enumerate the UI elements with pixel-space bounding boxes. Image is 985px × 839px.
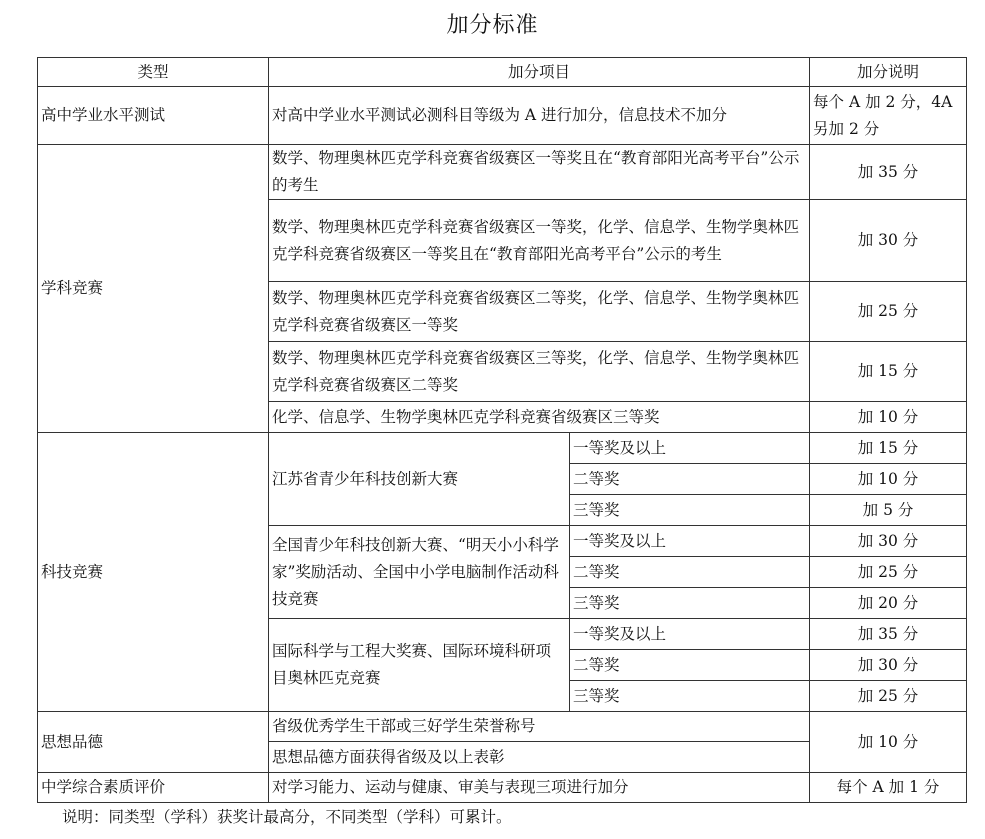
- desc-cell: 加 15 分: [810, 433, 967, 464]
- award-level: 二等奖: [570, 557, 810, 588]
- table-row: [38, 87, 967, 145]
- award-level: 二等奖: [570, 650, 810, 681]
- item-cell: 数学、物理奥林匹克学科竞赛省级赛区一等奖且在“教育部阳光高考平台”公示的考生: [269, 145, 810, 200]
- bonus-standard-table: [37, 57, 967, 803]
- desc-cell: 加 30 分: [810, 650, 967, 681]
- category-quality: 中学综合素质评价: [38, 773, 269, 803]
- desc-cell: 加 10 分: [810, 712, 967, 773]
- item-cell: 化学、信息学、生物学奥林匹克学科竞赛省级赛区三等奖: [269, 402, 810, 433]
- desc-cell: 加 25 分: [810, 282, 967, 342]
- desc-cell: 加 15 分: [810, 342, 967, 402]
- table-row: [38, 433, 967, 464]
- desc-cell: 加 5 分: [810, 495, 967, 526]
- item-cell: 对高中学业水平测试必测科目等级为 A 进行加分，信息技术不加分: [269, 87, 810, 145]
- award-level: 三等奖: [570, 681, 810, 712]
- desc-cell: 加 25 分: [810, 557, 967, 588]
- item-cell: 思想品德方面获得省级及以上表彰: [269, 742, 810, 773]
- competition-name: 江苏省青少年科技创新大赛: [269, 433, 570, 526]
- table-row: [38, 773, 967, 803]
- header-item: 加分项目: [269, 58, 810, 87]
- category-subject-competition: 学科竞赛: [38, 145, 269, 433]
- table-row: [38, 712, 967, 742]
- header-desc: 加分说明: [810, 58, 967, 87]
- header-row: [38, 58, 967, 87]
- competition-name: 国际科学与工程大奖赛、国际环境科研项目奥林匹克竞赛: [269, 619, 570, 712]
- award-level: 三等奖: [570, 588, 810, 619]
- desc-cell: 每个 A 加 2 分，4A 另加 2 分: [810, 87, 967, 145]
- header-type: 类型: [38, 58, 269, 87]
- category-tech-competition: 科技竞赛: [38, 433, 269, 712]
- desc-cell: 加 20 分: [810, 588, 967, 619]
- desc-cell: 每个 A 加 1 分: [810, 773, 967, 803]
- desc-cell: 加 10 分: [810, 402, 967, 433]
- item-cell: 数学、物理奥林匹克学科竞赛省级赛区一等奖，化学、信息学、生物学奥林匹克学科竞赛省级赛区一等奖且在“教育部阳光高考平台”公示的考生: [269, 200, 810, 282]
- footnote: 说明：同类型（学科）获奖计最高分，不同类型（学科）可累计。: [62, 808, 512, 826]
- item-cell: 省级优秀学生干部或三好学生荣誉称号: [269, 712, 810, 742]
- desc-cell: 加 35 分: [810, 619, 967, 650]
- category-academic: 高中学业水平测试: [38, 87, 269, 145]
- award-level: 二等奖: [570, 464, 810, 495]
- award-level: 一等奖及以上: [570, 433, 810, 464]
- desc-cell: 加 30 分: [810, 200, 967, 282]
- competition-name: 全国青少年科技创新大赛、“明天小小科学家”奖励活动、全国中小学电脑制作活动科技竞赛: [269, 526, 570, 619]
- award-level: 三等奖: [570, 495, 810, 526]
- page-title: 加分标准: [446, 13, 539, 38]
- item-cell: 数学、物理奥林匹克学科竞赛省级赛区三等奖，化学、信息学、生物学奥林匹克学科竞赛省级赛区二等奖: [269, 342, 810, 402]
- table-row: [38, 145, 967, 200]
- item-cell: 数学、物理奥林匹克学科竞赛省级赛区二等奖，化学、信息学、生物学奥林匹克学科竞赛省级赛区一等奖: [269, 282, 810, 342]
- award-level: 一等奖及以上: [570, 526, 810, 557]
- desc-cell: 加 35 分: [810, 145, 967, 200]
- desc-cell: 加 10 分: [810, 464, 967, 495]
- desc-cell: 加 30 分: [810, 526, 967, 557]
- award-level: 一等奖及以上: [570, 619, 810, 650]
- category-moral: 思想品德: [38, 712, 269, 773]
- desc-cell: 加 25 分: [810, 681, 967, 712]
- item-cell: 对学习能力、运动与健康、审美与表现三项进行加分: [269, 773, 810, 803]
